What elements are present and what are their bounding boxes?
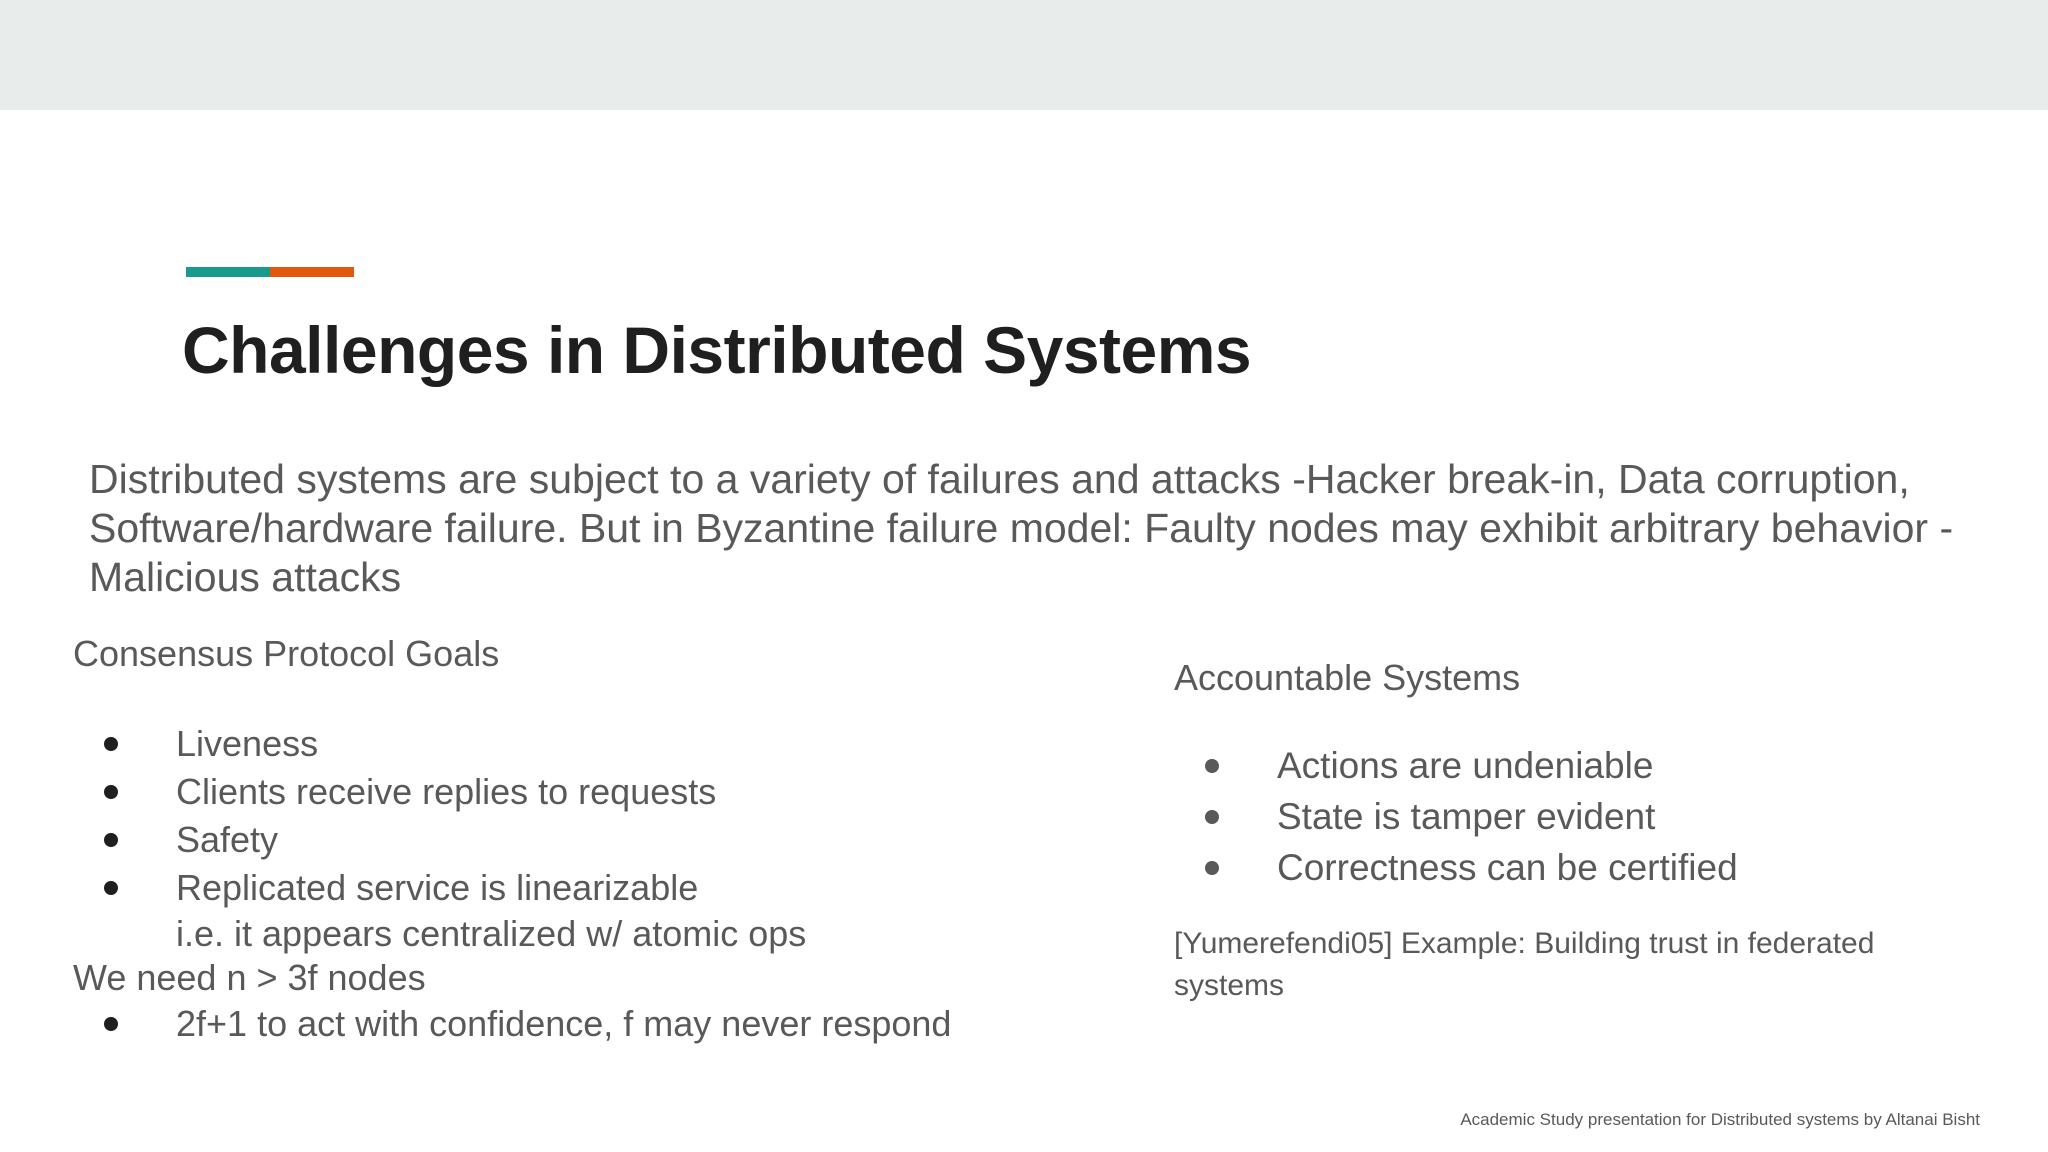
list-item-text: 2f+1 to act with confidence, f may never respond xyxy=(176,1003,952,1044)
bullet-icon xyxy=(1205,861,1219,875)
consensus-goals-column xyxy=(73,632,1073,1048)
consensus-goals-list xyxy=(73,720,1073,912)
list-item-text: State is tamper evident xyxy=(1277,796,1656,837)
list-item xyxy=(1174,740,1954,791)
accent-teal-segment xyxy=(186,267,270,277)
bullet-icon xyxy=(104,785,118,799)
list-item-text: Correctness can be certified xyxy=(1277,847,1738,888)
bullet-icon xyxy=(1205,759,1219,773)
bullet-icon xyxy=(104,1017,118,1031)
accountable-systems-list xyxy=(1174,740,1954,893)
list-item xyxy=(73,720,1073,768)
bullet-icon xyxy=(104,833,118,847)
intro-paragraph: Distributed systems are subject to a variety of failures and attacks -Hacker break-in, Data corruption, Software/hardware failure. But in Byzantine failure model: Faulty nodes may exhibit arbitrary behavior - Malicious attacks xyxy=(89,456,1954,600)
list-item xyxy=(73,1000,1073,1048)
list-item xyxy=(73,768,1073,816)
node-requirement-line: We need n > 3f nodes xyxy=(73,957,426,998)
node-requirement-list xyxy=(73,1000,1073,1048)
bullet-icon xyxy=(1205,810,1219,824)
slide-title: Challenges in Distributed Systems xyxy=(182,313,1252,387)
footer-credit: Academic Study presentation for Distributed systems by Altanai Bisht xyxy=(1460,1110,1980,1129)
reference-note: [Yumerefendi05] Example: Building trust in federated systems xyxy=(1174,927,1875,1002)
accountable-systems-heading: Accountable Systems xyxy=(1174,657,1521,698)
list-item-text: Safety xyxy=(176,819,279,860)
list-item-text: Replicated service is linearizable xyxy=(176,867,699,908)
list-item-text: Clients receive replies to requests xyxy=(176,771,717,812)
list-item-text: Liveness xyxy=(176,723,319,764)
linearizable-subnote: i.e. it appears centralized w/ atomic ops xyxy=(176,913,807,954)
accountable-systems-column xyxy=(1174,656,1954,1007)
list-item xyxy=(73,864,1073,912)
top-band xyxy=(0,0,2048,110)
list-item xyxy=(73,816,1073,864)
bullet-icon xyxy=(104,737,118,751)
consensus-goals-heading: Consensus Protocol Goals xyxy=(73,633,500,674)
list-item xyxy=(1174,842,1954,893)
accent-orange-segment xyxy=(270,267,354,277)
list-item-text: Actions are undeniable xyxy=(1277,745,1654,786)
list-item xyxy=(1174,791,1954,842)
title-accent-bar xyxy=(186,267,354,277)
bullet-icon xyxy=(104,881,118,895)
